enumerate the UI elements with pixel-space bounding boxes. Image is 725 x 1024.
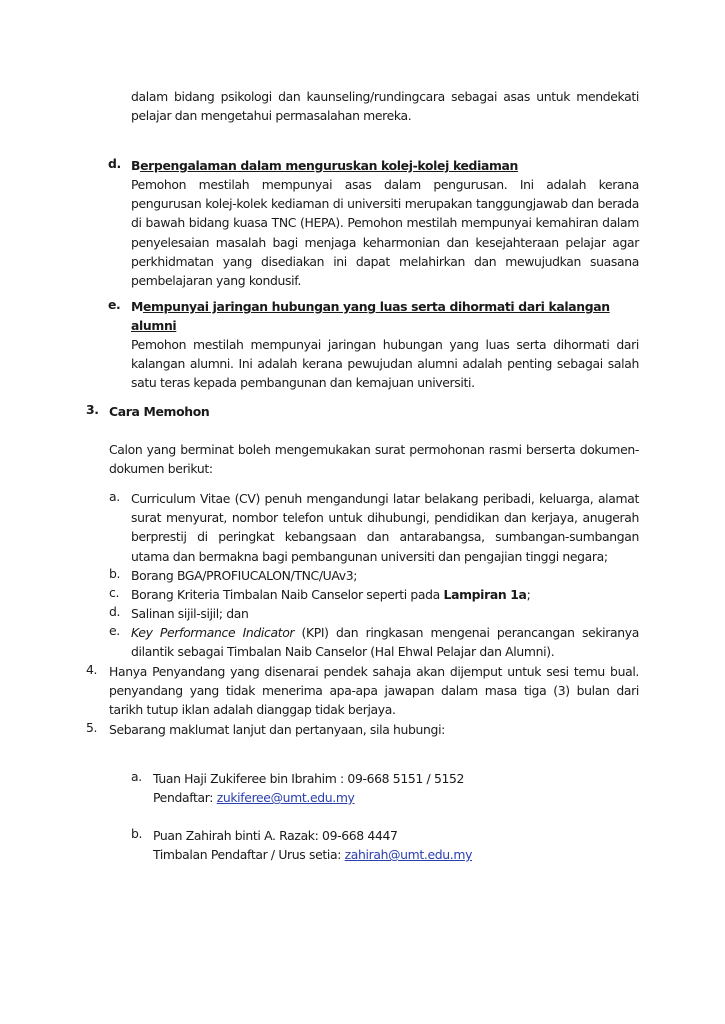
criterion-e-title-rest: empunyai jaringan hubungan yang luas serta dihormati dari kalangan bbox=[142, 299, 610, 314]
contact-a-email-link[interactable]: zukiferee@umt.edu.my bbox=[216, 790, 355, 806]
contact-b bbox=[153, 826, 573, 864]
contact-a bbox=[153, 769, 573, 807]
doc-item-c bbox=[131, 585, 639, 604]
lampiran-reference: Lampiran 1a bbox=[443, 587, 527, 602]
section3-number: 3. bbox=[86, 402, 99, 417]
criterion-e-body: Pemohon mestilah mempunyai jaringan hubungan yang luas serta dihormati dari kalangan alumni. Ini adalah kerana pewujudan alumni adalah penting sebagai salah satu teras kepada pembangunan dan kemajuan universiti. bbox=[131, 337, 639, 391]
criterion-e-title-first: M bbox=[131, 299, 143, 314]
section5-number: 5. bbox=[86, 720, 98, 735]
contact-a-name-phone: Tuan Haji Zukiferee bin Ibrahim : 09-668 5151 / 5152 bbox=[153, 771, 465, 786]
intro-continuation: dalam bidang psikologi dan kaunseling/rundingcara sebagai asas untuk mendekati pelajar dan mengetahui permasalahan mereka. bbox=[131, 89, 639, 124]
kpi-italic: Key Performance Indicator bbox=[131, 625, 295, 640]
contact-b-name-phone: Puan Zahirah binti A. Razak: 09-668 4447 bbox=[153, 828, 398, 843]
contact-b-role: Timbalan Pendaftar / Urus setia: bbox=[153, 847, 345, 863]
doc-item-e-marker: e. bbox=[109, 623, 120, 638]
criterion-d-title bbox=[131, 156, 651, 175]
section3-intro: Calon yang berminat boleh mengemukakan surat permohonan rasmi berserta dokumen-dokumen berikut: bbox=[109, 442, 639, 477]
section4-number: 4. bbox=[86, 662, 98, 677]
contact-a-role: Pendaftar: bbox=[153, 790, 217, 806]
contact-b-marker: b. bbox=[131, 826, 143, 841]
doc-item-c-suffix: ; bbox=[526, 587, 531, 602]
doc-item-a: Curriculum Vitae (CV) penuh mengandungi latar belakang peribadi, keluarga, alamat surat menyurat, nombor telefon untuk dihubungi, pendidikan dan kerjaya, anugerah berprestij di peringkat kebangsaan dan antarabangsa, sumbangan-sumbangan utama dan bermakna bagi pembangunan universiti dan pengajian tinggi negara; bbox=[131, 491, 639, 564]
criterion-e-marker: e. bbox=[108, 297, 121, 312]
section4-text: Hanya Penyandang yang disenarai pendek sahaja akan dijemput untuk sesi temu bual. penyandang yang tidak menerima apa-apa jawapan dalam masa tiga (3) bulan dari tarikh tutup iklan adalah dianggap tidak berjaya. bbox=[109, 664, 639, 718]
section5-text: Sebarang maklumat lanjut dan pertanyaan, sila hubungi: bbox=[109, 722, 445, 737]
criterion-d-marker: d. bbox=[108, 156, 121, 171]
contact-b-email-link[interactable]: zahirah@umt.edu.my bbox=[344, 847, 473, 863]
doc-item-b: Borang BGA/PROFIUCALON/TNC/UAv3; bbox=[131, 568, 358, 583]
doc-item-e-text: (KPI) dan ringkasan mengenai perancangan sekiranya dilantik sebagai Timbalan Naib Canselor (Hal Ehwal Pelajar dan Alumni). bbox=[131, 625, 639, 660]
criterion-e-title bbox=[131, 297, 651, 335]
criterion-e-title-line2: alumni bbox=[131, 318, 177, 334]
doc-item-d-marker: d. bbox=[109, 604, 121, 619]
doc-item-c-marker: c. bbox=[109, 585, 120, 600]
criterion-d-title-first: B bbox=[131, 158, 141, 173]
doc-item-c-text: Borang Kriteria Timbalan Naib Canselor seperti pada bbox=[131, 587, 444, 602]
doc-item-d: Salinan sijil-sijil; dan bbox=[131, 606, 249, 621]
doc-item-a-marker: a. bbox=[109, 489, 120, 504]
doc-item-e bbox=[131, 623, 639, 661]
criterion-d-body: Pemohon mestilah mempunyai asas dalam pengurusan. Ini adalah kerana pengurusan kolej-kolek kediaman di universiti merupakan tanggungjawab dan berada di bawah bidang kuasa TNC (HEPA). Pemohon mestilah mempunyai kemahiran dalam penyelesaian masalah bagi menjaga keharmonian dan kesejahteraan pelajar agar perkhidmatan yang disediakan ini dapat melahirkan dan mewujudkan suasana pembelajaran yang kondusif. bbox=[131, 177, 639, 289]
doc-item-b-marker: b. bbox=[109, 566, 121, 581]
contact-a-marker: a. bbox=[131, 769, 142, 784]
section3-heading: Cara Memohon bbox=[109, 404, 210, 419]
criterion-d-title-rest: erpengalaman dalam menguruskan kolej-kolej kediaman bbox=[140, 158, 519, 173]
